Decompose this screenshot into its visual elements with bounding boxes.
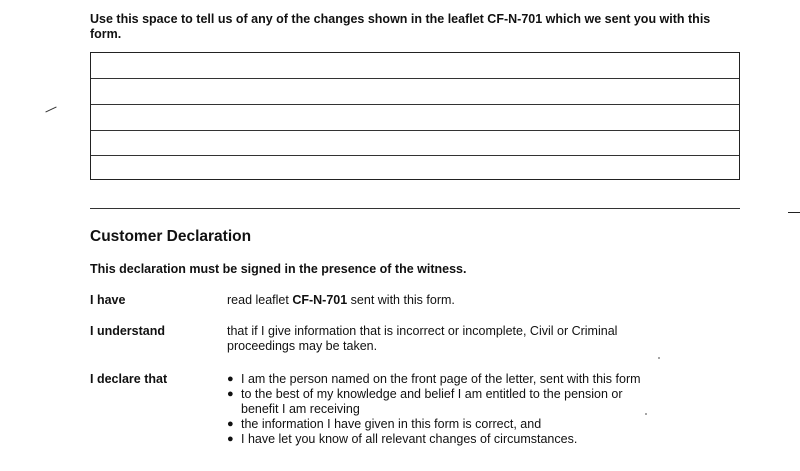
leaflet-code: CF-N-701 — [292, 293, 348, 307]
writing-line — [91, 78, 739, 79]
declaration-list — [227, 372, 747, 447]
bullet-icon: ● — [227, 418, 234, 430]
writing-line — [91, 155, 739, 156]
i-have-label: I have — [90, 293, 126, 307]
i-understand-text: that if I give information that is incorrect or incomplete, Civil or Criminal proceedings may be taken. — [227, 324, 618, 353]
i-understand-label: I understand — [90, 324, 166, 338]
i-have-text-before: read leaflet — [227, 293, 293, 307]
writing-line — [91, 104, 739, 105]
declaration-item-text: I am the person named on the front page of the letter, sent with this form — [241, 372, 641, 386]
bullet-icon: ● — [227, 433, 234, 445]
bullet-icon: ● — [227, 373, 234, 385]
declaration-item-text: to the best of my knowledge and belief I am entitled to the pension or benefit I am receiving — [241, 387, 623, 416]
i-have-text — [227, 293, 747, 308]
changes-instruction: Use this space to tell us of any of the changes shown in the leaflet CF-N-701 which we sent you with this form. — [90, 12, 711, 41]
declaration-item — [227, 372, 747, 387]
declaration-item-text: the information I have given in this form is correct, and — [241, 417, 542, 431]
witness-note: This declaration must be signed in the presence of the witness. — [90, 262, 467, 276]
scan-mark — [788, 212, 800, 213]
scan-mark — [45, 107, 56, 113]
declaration-item — [227, 432, 747, 447]
writing-line — [91, 130, 739, 131]
declaration-item-text: I have let you know of all relevant changes of circumstances. — [241, 432, 578, 446]
i-declare-label: I declare that — [90, 372, 168, 386]
scan-speck — [658, 357, 660, 359]
customer-declaration-title: Customer Declaration — [90, 228, 252, 245]
i-have-text-after: sent with this form. — [347, 293, 455, 307]
declaration-item — [227, 387, 661, 417]
bullet-icon: ● — [227, 388, 234, 400]
declaration-item — [227, 417, 747, 432]
section-divider — [90, 208, 740, 209]
changes-writing-area[interactable] — [90, 52, 740, 180]
